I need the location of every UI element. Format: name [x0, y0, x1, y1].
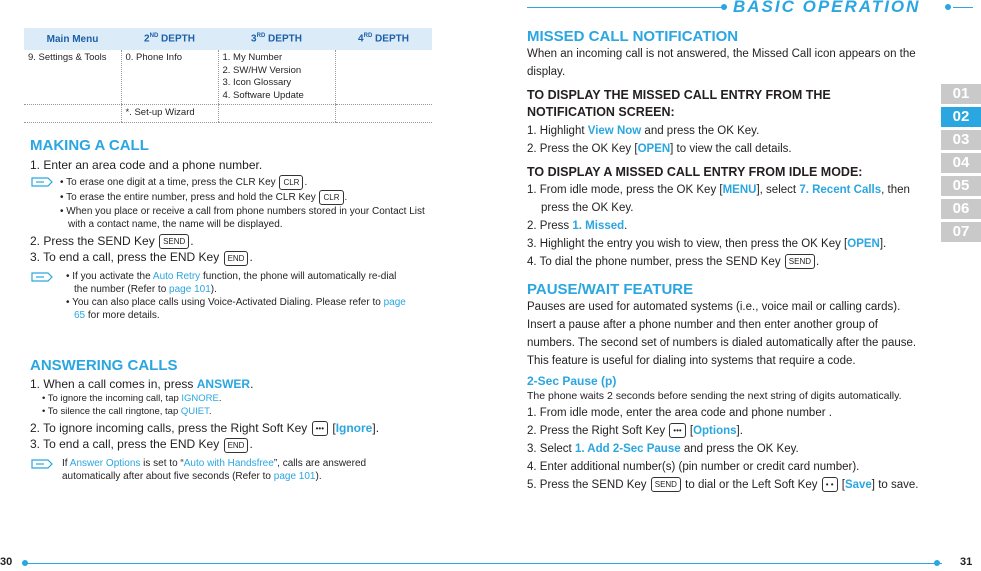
note-icon — [30, 457, 56, 471]
header-dot — [721, 4, 727, 10]
note-text: To erase one digit at a time, press the CLR Key — [66, 177, 276, 189]
note-block: If Answer Options is set to “Auto with Handsfree”, calls are answered automatically after about five seconds (Refer to page 101). — [30, 457, 412, 483]
note-text: If you activate the — [72, 270, 151, 282]
step-3: 3. To end a call, press the END Key — [30, 250, 220, 265]
table-row — [24, 50, 432, 105]
missed-label: 1. Missed — [572, 220, 625, 232]
section-title: MISSED CALL NOTIFICATION — [527, 28, 739, 45]
note-block: • If you activate the Auto Retry function, the phone will automatically re-dial the number (Refer to page 101). • You can also place calls using Voice-Activated Dialing. Please refer to page 65 for more details. — [30, 270, 406, 322]
note-text: ”, calls are answered automatically after about five seconds (Refer to — [62, 457, 367, 482]
table-header: 2ND DEPTH — [121, 28, 218, 50]
end-key-icon: END — [224, 438, 249, 453]
clr-key-icon: CLR — [279, 175, 303, 190]
step-1: 1. From idle mode, press the OK Key [ — [527, 184, 723, 196]
feature-link[interactable]: Auto Retry — [152, 270, 201, 282]
table-cell: 9. Settings & Tools — [24, 50, 121, 105]
chapter-tab-03[interactable]: 03 — [941, 130, 981, 150]
note-text: is set to “ — [143, 457, 184, 469]
step-text: ] to view the call details. — [670, 143, 792, 155]
chapter-tab-01[interactable]: 01 — [941, 84, 981, 104]
table-cell-line: 2. SW/HW Version — [222, 64, 302, 76]
step-4: 4. Enter additional number(s) (pin number or credit card number). — [527, 461, 860, 473]
section-title: MAKING A CALL — [30, 137, 149, 154]
header-dot — [945, 4, 951, 10]
table-cell-line: 3. Icon Glossary — [222, 77, 292, 88]
missed-call-section: MISSED CALL NOTIFICATION When an incoming call is not answered, the Missed Call icon appears on the display. TO DISPLAY THE MISSED CALL ENTRY FROM THE NOTIFICATION SCREEN: 1. Highlight View Now and press the OK Key. 2. Press the OK Key [OPEN] to view the call details. TO DISPLAY A MISSED CALL ENTRY FROM IDLE MODE: 1. From idle mode, press the OK Key [MENU], select 7. Recent Calls, then press the OK Key. 2. Press 1. Missed. 3. Highlight the entry you wish to view, then press the OK Key [OPEN]. 4. To dial the phone number, press the SEND Key SEND . — [527, 28, 922, 271]
table-cell — [335, 105, 432, 123]
note-text: If — [62, 457, 68, 469]
feature-link[interactable]: Answer Options — [69, 457, 141, 469]
header-rule — [527, 7, 727, 8]
send-key-icon: SEND — [785, 254, 815, 269]
step-2: 2. Press the OK Key [ — [527, 143, 638, 155]
step-2: 2. Press the SEND Key — [30, 234, 155, 248]
menu-label: MENU — [722, 184, 757, 196]
step-1: 1. When a call comes in, press — [30, 377, 194, 391]
step-3: 3. Select — [527, 443, 572, 455]
page-link[interactable]: page 65 — [74, 296, 406, 321]
view-now-label: View Now — [587, 125, 642, 137]
note-icon — [30, 270, 56, 284]
add-pause-label: 1. Add 2-Sec Pause — [574, 443, 681, 455]
chapter-tab-02[interactable]: 02 — [941, 107, 981, 127]
end-key-icon: END — [224, 251, 249, 266]
sub-intro: The phone waits 2 seconds before sending the next string of digits automatically. — [527, 390, 902, 402]
ignore-label: IGNORE — [181, 393, 219, 404]
table-cell — [24, 105, 121, 123]
section-intro: When an incoming call is not answered, the Missed Call icon appears on the display. — [527, 48, 916, 78]
table-cell-line: 1. My Number — [222, 52, 283, 63]
feature-link[interactable]: Auto with Handsfree — [183, 457, 274, 469]
sub-heading: TO DISPLAY A MISSED CALL ENTRY FROM IDLE MODE: — [527, 165, 863, 179]
footer-dot — [934, 560, 940, 566]
quiet-label: QUIET — [180, 406, 209, 417]
chapter-tab-05[interactable]: 05 — [941, 176, 981, 196]
note-text: When you place or receive a call from phone numbers stored in your Contact List with a contact name, the name will be displayed. — [66, 206, 425, 230]
step-1: 1. Highlight — [527, 125, 585, 137]
table-cell — [218, 50, 335, 105]
table-cell-line: 4. Software Update — [222, 89, 304, 101]
chapter-tab-04[interactable]: 04 — [941, 153, 981, 173]
step-text: ], select — [756, 184, 797, 196]
page-title: BASIC OPERATION — [733, 0, 921, 16]
step-text: , then press the OK Key. — [541, 184, 910, 214]
note-text: To erase the entire number, press and hold the CLR Key — [66, 192, 316, 204]
note-text: function, the phone will automatically re-dial the number (Refer to — [74, 270, 397, 295]
save-label: Save — [844, 479, 872, 491]
step-3: 3. Highlight the entry you wish to view, then press the OK Key [ — [527, 238, 848, 250]
chapter-tab-06[interactable]: 06 — [941, 199, 981, 219]
section-title: PAUSE/WAIT FEATURE — [527, 281, 694, 298]
pause-wait-section: PAUSE/WAIT FEATURE Pauses are used for automated systems (i.e., voice mail or calling cards). Insert a pause after a phone number and then enter another group of numbers. The second set of numbers is dialed automatically after the pause. This feature is useful for dialing into systems that require a code. 2-Sec Pause (p) The phone waits 2 seconds before sending the next string of digits automatically. 1. From idle mode, enter the area code and phone number . 2. Press the Right Soft Key ••• [Options]. 3. Select 1. Add 2-Sec Pause and press the OK Key. 4. Enter additional number(s) (pin number or credit card number). 5. Press the SEND Key SEND to dial or the Left Soft Key • • [Save] to save. — [527, 281, 922, 494]
left-soft-key-icon: • • — [822, 477, 838, 492]
step-2: 2. To ignore incoming calls, press the Right Soft Key — [30, 421, 308, 435]
sub-step: • To silence the call ringtone, tap — [42, 406, 179, 417]
sub-heading: 2-Sec Pause (p) — [527, 374, 617, 388]
send-key-icon: SEND — [159, 234, 189, 249]
step-1: 1. Enter an area code and a phone number. — [30, 158, 263, 172]
answering-section: ANSWERING CALLS 1. When a call comes in, press ANSWER. • To ignore the incoming call, tap IGNORE. • To silence the call ringtone, tap QUIET. 2. To ignore incoming calls, press the Right Soft Key ••• [Ignore]. 3. To end a call, press the END Key END . If Answer Options is set to “Auto with Handsfree”, calls are answered automatically after about five seconds (Refer to page 101). — [30, 357, 440, 483]
step-2: 2. Press the Right Soft Key — [527, 425, 666, 437]
menu-depth-table — [24, 28, 432, 123]
note-icon — [30, 175, 56, 189]
table-header-row — [24, 28, 432, 50]
page-number-right: 31 — [960, 556, 973, 568]
send-key-icon: SEND — [651, 477, 681, 492]
section-intro: Pauses are used for automated systems (i.e., voice mail or calling cards). Insert a pause after a phone number and then enter another group of numbers. The second set of numbers is dialed automatically after the pause. This feature is useful for dialing into systems that require a code. — [527, 301, 917, 367]
step-4: 4. To dial the phone number, press the SEND Key — [527, 256, 781, 268]
step-text: and press the OK Key. — [644, 125, 760, 137]
section-title: ANSWERING CALLS — [30, 357, 178, 374]
options-label: Options — [693, 425, 737, 437]
page-number-left: 30 — [0, 556, 13, 568]
recent-calls-label: 7. Recent Calls — [799, 184, 882, 196]
table-header: Main Menu — [24, 28, 121, 50]
table-cell — [335, 50, 432, 105]
note-text: for more details. — [87, 309, 160, 321]
step-text: and press the OK Key. — [683, 443, 799, 455]
header-rule — [953, 7, 973, 8]
footer-rule — [22, 563, 942, 564]
step-text: to save. — [878, 479, 919, 491]
ignore-key-label: Ignore — [335, 421, 373, 435]
open-label: OPEN — [637, 143, 671, 155]
step-5: 5. Press the SEND Key — [527, 479, 647, 491]
right-soft-key-icon: ••• — [312, 421, 328, 436]
step-3: 3. To end a call, press the END Key — [30, 437, 220, 452]
sub-heading: TO DISPLAY THE MISSED CALL ENTRY FROM THE NOTIFICATION SCREEN: — [527, 88, 831, 119]
note-text: You can also place calls using Voice-Activated Dialing. Please refer to — [72, 296, 381, 308]
step-text: to dial or the Left Soft Key — [685, 479, 818, 491]
making-call-section: MAKING A CALL 1. Enter an area code and a phone number. • To erase one digit at a time, press the CLR Key CLR . • To erase the entire number, press and hold the CLR Key CLR . • When you place or receive a call from phone numbers stored in your Contact List with a contact name, the name will be displayed. 2. Press the SEND Key SEND . 3. To end a call, press the END Key END . • If you activate the Auto Retry function, the phone will automatically re-dial the number (Refer to page 101). • You can also place calls using Voice-Activated Dialing. Please refer to page 65 for more details. — [30, 137, 440, 322]
page-link[interactable]: page 101 — [273, 470, 316, 482]
note-block: • To erase one digit at a time, press the CLR Key CLR . • To erase the entire number, press and hold the CLR Key CLR . • When you place or receive a call from phone numbers stored in your Contact List with a contact name, the name will be displayed. — [30, 175, 440, 231]
step-2: 2. Press — [527, 220, 570, 232]
step-1: 1. From idle mode, enter the area code and phone number . — [527, 407, 832, 419]
clr-key-icon: CLR — [319, 190, 343, 205]
sub-step: • To ignore the incoming call, tap — [42, 393, 179, 404]
page-link[interactable]: page 101 — [169, 283, 211, 295]
table-cell: 0. Phone Info — [121, 50, 218, 105]
answer-key-label: ANSWER — [196, 377, 251, 391]
table-header: 4RD DEPTH — [335, 28, 432, 50]
table-row — [24, 105, 432, 123]
table-cell: *. Set-up Wizard — [121, 105, 218, 123]
table-header: 3RD DEPTH — [218, 28, 335, 50]
open-label: OPEN — [847, 238, 880, 250]
right-soft-key-icon: ••• — [669, 423, 685, 438]
table-cell — [218, 105, 335, 123]
chapter-tab-07[interactable]: 07 — [941, 222, 981, 242]
